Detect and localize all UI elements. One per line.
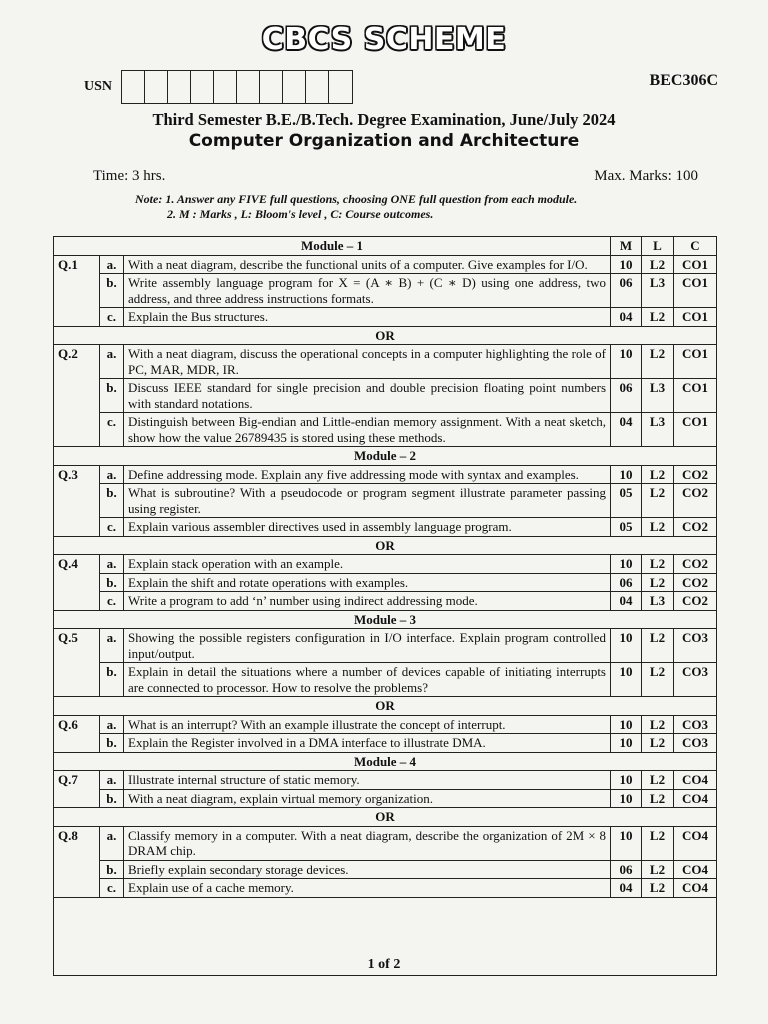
max-marks: Max. Marks: 100 <box>594 168 698 184</box>
course-outcome-cell: CO2 <box>674 465 717 484</box>
question-text: Briefly explain secondary storage devices. <box>124 860 611 879</box>
course-outcome-cell: CO2 <box>674 592 717 611</box>
marks-cell: 10 <box>611 629 642 663</box>
module-header-row <box>54 610 717 629</box>
exam-title: Third Semester B.E./B.Tech. Degree Examination, June/July 2024 <box>152 110 616 129</box>
question-part: a. <box>100 771 124 790</box>
question-text: With a neat diagram, explain virtual memory organization. <box>124 789 611 808</box>
note-line: 2. M : Marks , L: Bloom's level , C: Course outcomes. <box>167 207 434 221</box>
bloom-level-cell: L2 <box>642 663 674 697</box>
usn-label: USN <box>84 79 113 94</box>
module-heading: Module – 2 <box>54 447 717 466</box>
question-text: Classify memory in a computer. With a neat diagram, describe the organization of 2M × 8 DRAM chip. <box>124 826 611 860</box>
subject-title: Computer Organization and Architecture <box>188 131 580 151</box>
usn-digit-box[interactable] <box>260 71 283 103</box>
question-number: Q.2 <box>54 345 100 447</box>
course-outcome-cell: CO2 <box>674 518 717 537</box>
or-separator-row <box>54 326 717 345</box>
course-outcome-cell: CO4 <box>674 826 717 860</box>
question-text: Write assembly language program for X = (A ∗ B) + (C ∗ D) using one address, two address, and three address instructions formats. <box>124 274 611 308</box>
bloom-level-cell: L3 <box>642 379 674 413</box>
question-text: Illustrate internal structure of static memory. <box>124 771 611 790</box>
question-row <box>54 860 717 879</box>
question-part: c. <box>100 413 124 447</box>
course-outcome-cell: CO2 <box>674 555 717 574</box>
marks-cell: 10 <box>611 345 642 379</box>
marks-cell: 04 <box>611 592 642 611</box>
bloom-level-cell: L3 <box>642 592 674 611</box>
or-separator-row <box>54 808 717 827</box>
bloom-level-cell: L2 <box>642 715 674 734</box>
question-row <box>54 734 717 753</box>
module-header-row <box>54 752 717 771</box>
bloom-level-cell: L3 <box>642 413 674 447</box>
usn-digit-box[interactable] <box>306 71 329 103</box>
usn-digit-box[interactable] <box>145 71 168 103</box>
bloom-level-cell: L2 <box>642 465 674 484</box>
marks-cell: 06 <box>611 274 642 308</box>
bloom-level-cell: L2 <box>642 555 674 574</box>
question-number: Q.8 <box>54 826 100 897</box>
question-row <box>54 715 717 734</box>
module-heading: Module – 1 <box>54 237 611 256</box>
course-outcome-cell: CO2 <box>674 573 717 592</box>
question-text: Explain stack operation with an example. <box>124 555 611 574</box>
question-text: With a neat diagram, discuss the operational concepts in a computer highlighting the role of PC, MAR, MDR, IR. <box>124 345 611 379</box>
course-outcome-cell: CO3 <box>674 715 717 734</box>
question-part: b. <box>100 734 124 753</box>
question-row <box>54 555 717 574</box>
question-row <box>54 573 717 592</box>
question-part: a. <box>100 715 124 734</box>
question-part: a. <box>100 555 124 574</box>
module-header-row <box>54 237 717 256</box>
bloom-level-cell: L2 <box>642 518 674 537</box>
bloom-level-cell: L2 <box>642 629 674 663</box>
marks-cell: 10 <box>611 771 642 790</box>
marks-cell: 05 <box>611 518 642 537</box>
question-row <box>54 663 717 697</box>
bloom-level-cell: L2 <box>642 573 674 592</box>
course-outcome-cell: CO3 <box>674 734 717 753</box>
course-outcome-cell: CO4 <box>674 879 717 898</box>
course-outcome-cell: CO2 <box>674 484 717 518</box>
question-row <box>54 789 717 808</box>
question-text: Explain use of a cache memory. <box>124 879 611 898</box>
question-number: Q.6 <box>54 715 100 752</box>
bloom-level-cell: L3 <box>642 274 674 308</box>
marks-cell: 04 <box>611 413 642 447</box>
question-text: Write a program to add ‘n’ number using indirect addressing mode. <box>124 592 611 611</box>
question-text: Discuss IEEE standard for single precision and double precision floating point numbers with standard notations. <box>124 379 611 413</box>
marks-cell: 05 <box>611 484 642 518</box>
module-header-row <box>54 447 717 466</box>
course-outcome-cell: CO3 <box>674 629 717 663</box>
question-number: Q.3 <box>54 465 100 536</box>
usn-digit-box[interactable] <box>122 71 145 103</box>
module-heading: Module – 4 <box>54 752 717 771</box>
question-text: Distinguish between Big-endian and Little-endian memory assignment. With a neat sketch, show how the value 26789435 is stored using these methods. <box>124 413 611 447</box>
question-number: Q.7 <box>54 771 100 808</box>
question-part: b. <box>100 789 124 808</box>
bloom-level-cell: L2 <box>642 879 674 898</box>
question-part: c. <box>100 879 124 898</box>
question-part: b. <box>100 379 124 413</box>
marks-cell: 10 <box>611 826 642 860</box>
course-outcome-cell: CO1 <box>674 413 717 447</box>
course-outcome-cell: CO4 <box>674 789 717 808</box>
marks-cell: 10 <box>611 663 642 697</box>
col-header-level: L <box>642 237 674 256</box>
question-text: What is subroutine? With a pseudocode or program segment illustrate parameter passing using register. <box>124 484 611 518</box>
exam-notes <box>135 192 577 222</box>
course-outcome-cell: CO4 <box>674 771 717 790</box>
marks-cell: 10 <box>611 255 642 274</box>
bloom-level-cell: L2 <box>642 345 674 379</box>
bloom-level-cell: L2 <box>642 734 674 753</box>
question-text: Explain various assembler directives used in assembly language program. <box>124 518 611 537</box>
usn-digit-box[interactable] <box>283 71 306 103</box>
question-text: With a neat diagram, describe the functional units of a computer. Give examples for I/O. <box>124 255 611 274</box>
question-row <box>54 274 717 308</box>
marks-cell: 10 <box>611 555 642 574</box>
usn-digit-box[interactable] <box>191 71 214 103</box>
question-table <box>53 236 717 898</box>
course-outcome-cell: CO1 <box>674 255 717 274</box>
or-separator-row <box>54 697 717 716</box>
question-text: Explain the Register involved in a DMA interface to illustrate DMA. <box>124 734 611 753</box>
usn-boxes <box>121 70 353 104</box>
question-part: b. <box>100 484 124 518</box>
bloom-level-cell: L2 <box>642 771 674 790</box>
question-row <box>54 826 717 860</box>
question-row <box>54 465 717 484</box>
question-row <box>54 484 717 518</box>
marks-cell: 04 <box>611 308 642 327</box>
question-row <box>54 413 717 447</box>
question-part: c. <box>100 308 124 327</box>
question-part: a. <box>100 255 124 274</box>
question-part: b. <box>100 573 124 592</box>
course-outcome-cell: CO1 <box>674 379 717 413</box>
course-code: BEC306C <box>649 72 718 89</box>
or-separator: OR <box>54 536 717 555</box>
course-outcome-cell: CO1 <box>674 274 717 308</box>
question-number: Q.4 <box>54 555 100 611</box>
question-part: b. <box>100 663 124 697</box>
module-heading: Module – 3 <box>54 610 717 629</box>
question-number: Q.1 <box>54 255 100 326</box>
question-row <box>54 518 717 537</box>
usn-digit-box[interactable] <box>168 71 191 103</box>
question-text: What is an interrupt? With an example illustrate the concept of interrupt. <box>124 715 611 734</box>
question-part: a. <box>100 826 124 860</box>
question-part: b. <box>100 860 124 879</box>
bloom-level-cell: L2 <box>642 308 674 327</box>
scheme-heading: CBCS SCHEME <box>261 22 507 57</box>
or-separator: OR <box>54 808 717 827</box>
page-number: 1 of 2 <box>367 957 401 972</box>
note-line: Note: 1. Answer any FIVE full questions, choosing ONE full question from each module. <box>135 192 578 206</box>
col-header-outcome: C <box>674 237 717 256</box>
or-separator-row <box>54 536 717 555</box>
bloom-level-cell: L2 <box>642 484 674 518</box>
course-outcome-cell: CO4 <box>674 860 717 879</box>
marks-cell: 06 <box>611 379 642 413</box>
marks-cell: 10 <box>611 465 642 484</box>
question-text: Define addressing mode. Explain any five addressing mode with syntax and examples. <box>124 465 611 484</box>
marks-cell: 10 <box>611 734 642 753</box>
exam-time: Time: 3 hrs. <box>93 168 166 184</box>
question-part: a. <box>100 629 124 663</box>
col-header-marks: M <box>611 237 642 256</box>
question-text: Explain the Bus structures. <box>124 308 611 327</box>
bloom-level-cell: L2 <box>642 826 674 860</box>
question-row <box>54 771 717 790</box>
course-outcome-cell: CO1 <box>674 345 717 379</box>
bloom-level-cell: L2 <box>642 860 674 879</box>
course-outcome-cell: CO3 <box>674 663 717 697</box>
or-separator: OR <box>54 326 717 345</box>
course-outcome-cell: CO1 <box>674 308 717 327</box>
usn-digit-box[interactable] <box>214 71 237 103</box>
marks-cell: 10 <box>611 715 642 734</box>
marks-cell: 10 <box>611 789 642 808</box>
question-part: b. <box>100 274 124 308</box>
usn-digit-box[interactable] <box>237 71 260 103</box>
marks-cell: 04 <box>611 879 642 898</box>
or-separator: OR <box>54 697 717 716</box>
question-text: Showing the possible registers configuration in I/O interface. Explain program controlled input/output. <box>124 629 611 663</box>
question-row <box>54 308 717 327</box>
question-row <box>54 629 717 663</box>
question-part: c. <box>100 592 124 611</box>
bloom-level-cell: L2 <box>642 255 674 274</box>
question-text: Explain in detail the situations where a number of devices capable of initiating interrupts are connected to processor. How to resolve the problems? <box>124 663 611 697</box>
question-text: Explain the shift and rotate operations with examples. <box>124 573 611 592</box>
usn-digit-box[interactable] <box>329 71 352 103</box>
question-row <box>54 879 717 898</box>
question-row <box>54 379 717 413</box>
question-number: Q.5 <box>54 629 100 697</box>
marks-cell: 06 <box>611 860 642 879</box>
question-row <box>54 592 717 611</box>
question-row <box>54 345 717 379</box>
marks-cell: 06 <box>611 573 642 592</box>
question-row <box>54 255 717 274</box>
question-part: a. <box>100 345 124 379</box>
question-part: a. <box>100 465 124 484</box>
question-part: c. <box>100 518 124 537</box>
bloom-level-cell: L2 <box>642 789 674 808</box>
